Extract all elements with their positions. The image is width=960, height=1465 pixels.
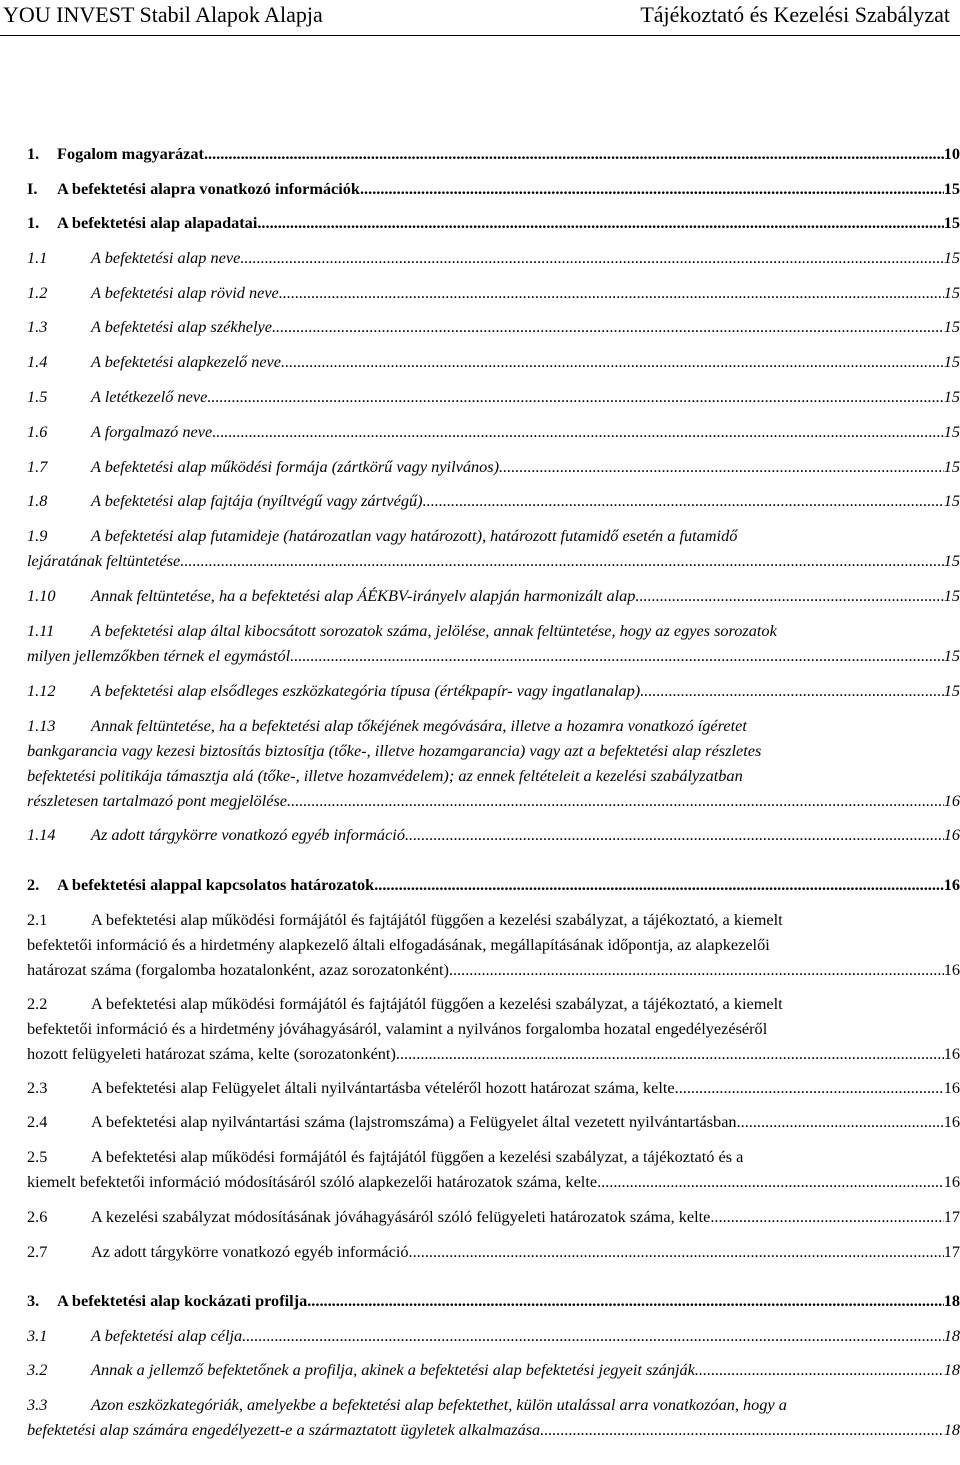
toc-entry-title: kiemelt befektetői információ módosításáról szóló alapkezelői határozatok száma, kelte <box>27 1172 598 1191</box>
dot-leader <box>737 1109 944 1134</box>
toc-entry-number: 1.3 <box>27 317 48 336</box>
toc-entry-number: 3.3 <box>27 1395 48 1414</box>
dot-leader <box>396 1041 944 1066</box>
toc-entry-number: 2.2 <box>27 994 48 1013</box>
toc-entry-text-line: A befektetési alap működési formájától és fajtájától függően a kezelési szabályzat, a tájékoztató, a kiemelt <box>91 910 783 929</box>
dot-leader <box>207 384 943 409</box>
dot-leader <box>695 1357 944 1382</box>
toc-entry-title: A befektetési alap elsődleges eszközkategória típusa (értékpapír- vagy ingatlanalap) <box>91 681 641 700</box>
toc-entry-number: 2.5 <box>27 1147 48 1166</box>
toc-entry-title: A befektetési alap fajtája (nyíltvégű vagy zártvégű) <box>91 491 423 510</box>
toc-entry-page-number: 17 <box>943 1207 960 1226</box>
dot-leader <box>281 349 944 374</box>
toc-entry-page-number: 15 <box>943 283 960 302</box>
toc-entry[interactable] <box>27 176 960 201</box>
toc-entry[interactable] <box>27 384 960 409</box>
toc-entry[interactable] <box>27 1144 960 1194</box>
toc-entry-title: A befektetési alap nyilvántartási száma (lajstromszáma) a Felügyelet által vezetett nyilvántartásban <box>91 1112 737 1131</box>
toc-entry-title: A befektetési alap székhelye <box>91 317 272 336</box>
toc-entry[interactable] <box>27 583 960 608</box>
toc-entry-title: A befektetési alap működési formája (zártkörű vagy nyilvános) <box>91 457 500 476</box>
toc-entry-page-number: 15 <box>943 352 960 371</box>
toc-entry-title: Annak feltüntetése, ha a befektetési alap ÁÉKBV-irányelv alapján harmonizált alap. <box>91 586 640 605</box>
toc-entry-page-number: 16 <box>943 960 960 979</box>
toc-entry-text-line: befektetői információ és a hirdetmény jóváhagyásáról, valamint a nyilvános forgalomba hozatal engedélyezéséről <box>27 1019 768 1038</box>
toc-entry-title: befektetési alap számára engedélyezett-e a származtatott ügyletek alkalmazása <box>27 1420 541 1439</box>
toc-entry-title: Az adott tárgykörre vonatkozó egyéb információ <box>91 1242 409 1261</box>
dot-leader <box>409 1239 944 1264</box>
toc-entry[interactable] <box>27 872 960 897</box>
toc-entry-title: lejáratának feltüntetése <box>27 551 181 570</box>
toc-entry-text-line: befektetési politikája támasztja alá (tőke-, illetve hozamvédelem); az ennek feltételeit a kezelési szabályzatban <box>27 766 743 785</box>
toc-entry[interactable] <box>27 245 960 270</box>
toc-entry-number: 1.14 <box>27 825 56 844</box>
toc-entry[interactable] <box>27 1392 960 1442</box>
toc-entry-page-number: 16 <box>943 875 960 894</box>
dot-leader <box>257 210 943 235</box>
toc-entry[interactable] <box>27 678 960 703</box>
dot-leader <box>449 957 944 982</box>
toc-entry-text-line: A befektetési alap által kibocsátott sorozatok száma, jelölése, annak feltüntetése, hogy az egyes sorozatok <box>91 621 777 640</box>
page-header <box>0 0 960 36</box>
toc-entry-title: A befektetési alap Felügyelet általi nyilvántartásba vételéről hozott határozat száma, kelte <box>91 1078 675 1097</box>
toc-entry-title: A forgalmazó neve <box>91 422 213 441</box>
toc-entry-title: A befektetési alap kockázati profilja <box>57 1291 308 1310</box>
toc-entry[interactable] <box>27 1323 960 1348</box>
dot-leader <box>405 822 944 847</box>
toc-entry-page-number: 18 <box>943 1360 960 1379</box>
toc-entry[interactable] <box>27 713 960 813</box>
toc-entry-title: Annak a jellemző befektetőnek a profilja, akinek a befektetési alap befektetési jegyeit szánják <box>91 1360 695 1379</box>
toc-entry-number: 2.4 <box>27 1112 48 1131</box>
toc-entry-title: A befektetési alap rövid neve <box>91 283 279 302</box>
toc-entry-page-number: 15 <box>943 248 960 267</box>
toc-entry-page-number: 15 <box>943 179 960 198</box>
toc-entry-title: A letétkezelő neve <box>91 387 208 406</box>
toc-entry-number: I. <box>27 179 38 198</box>
dot-leader <box>639 583 943 608</box>
toc-entry[interactable] <box>27 523 960 573</box>
toc-entry-number: 1.9 <box>27 526 48 545</box>
dot-leader <box>499 454 944 479</box>
toc-entry[interactable] <box>27 1075 960 1100</box>
toc-entry-number: 1.6 <box>27 422 48 441</box>
toc-entry-page-number: 15 <box>943 586 960 605</box>
toc-entry-title: A befektetési alap neve <box>91 248 241 267</box>
toc-entry-number: 1.12 <box>27 681 56 700</box>
toc-entry-text-line: bankgarancia vagy kezesi biztosítás biztosítja (tőke-, illetve hozamgarancia) vagy azt a befektetési alap részletes <box>27 741 762 760</box>
toc-entry-number: 1.10 <box>27 586 56 605</box>
toc-entry-text-line: Annak feltüntetése, ha a befektetési alap tőkéjének megóvására, illetve a hozamra vonatkozó ígéretet <box>91 716 747 735</box>
toc-entry-page-number: 15 <box>943 551 960 570</box>
toc-entry[interactable] <box>27 1204 960 1229</box>
toc-entry-number: 3.2 <box>27 1360 48 1379</box>
toc-entry-page-number: 17 <box>943 1242 960 1261</box>
toc-entry[interactable] <box>27 419 960 444</box>
toc-entry[interactable] <box>27 991 960 1066</box>
toc-entry-title: A befektetési alappal kapcsolatos határozatok <box>57 875 375 894</box>
dot-leader <box>675 1075 944 1100</box>
toc-entry-number: 1.4 <box>27 352 48 371</box>
toc-entry-text-line: Azon eszközkategóriák, amelyekbe a befektetési alap befektethet, külön utalással arra vonatkozóan, hogy a <box>91 1395 787 1414</box>
toc-entry-page-number: 15 <box>943 387 960 406</box>
toc-entry[interactable] <box>27 488 960 513</box>
toc-entry-title: hozott felügyeleti határozat száma, kelte (sorozatonként) <box>27 1044 396 1063</box>
toc-entry-page-number: 15 <box>943 317 960 336</box>
toc-entry-page-number: 15 <box>943 213 960 232</box>
dot-leader <box>180 548 943 573</box>
toc-entry[interactable] <box>27 822 960 847</box>
toc-entry[interactable] <box>27 907 960 982</box>
toc-entry-page-number: 15 <box>943 646 960 665</box>
dot-leader <box>597 1169 944 1194</box>
dot-leader <box>423 488 944 513</box>
toc-entry-text-line: A befektetési alap működési formájától és fajtájától függően a kezelési szabályzat, a tájékoztató és a <box>91 1147 744 1166</box>
toc-entry-page-number: 15 <box>943 681 960 700</box>
toc-entry-number: 1.8 <box>27 491 48 510</box>
toc-entry-title: A befektetési alapra vonatkozó információk <box>57 179 360 198</box>
dot-leader <box>212 419 944 444</box>
dot-leader <box>540 1417 944 1442</box>
dot-leader <box>290 643 944 668</box>
toc-entry-page-number: 16 <box>943 1172 960 1191</box>
toc-entry-number: 3.1 <box>27 1326 48 1345</box>
toc-entry[interactable] <box>27 314 960 339</box>
toc-entry[interactable] <box>27 1357 960 1382</box>
toc-entry-number: 1.5 <box>27 387 48 406</box>
dot-leader <box>640 678 944 703</box>
toc-entry-title: részletesen tartalmazó pont megjelölése <box>27 791 288 810</box>
toc-entry-number: 3. <box>27 1291 40 1310</box>
toc-entry[interactable] <box>27 141 960 166</box>
toc-entry[interactable] <box>27 618 960 668</box>
toc-entry[interactable] <box>27 1239 960 1264</box>
toc-entry-page-number: 16 <box>943 1078 960 1097</box>
toc-entry[interactable] <box>27 1109 960 1134</box>
toc-entry-text-line: A befektetési alap futamideje (határozatlan vagy határozott), határozott futamidő esetén a futamidő <box>91 526 738 545</box>
toc-entry-number: 1.7 <box>27 457 48 476</box>
toc-entry-title: A befektetési alapkezelő neve <box>91 352 282 371</box>
toc-entry-page-number: 15 <box>943 491 960 510</box>
dot-leader <box>710 1204 943 1229</box>
toc-entry-number: 1.1 <box>27 248 48 267</box>
toc-entry-number: 2.7 <box>27 1242 48 1261</box>
toc-entry-page-number: 18 <box>943 1420 960 1439</box>
toc-entry-page-number: 16 <box>943 825 960 844</box>
toc-entry-number: 2.6 <box>27 1207 48 1226</box>
toc-entry-page-number: 18 <box>943 1326 960 1345</box>
toc-entry-title: A befektetési alap célja <box>91 1326 243 1345</box>
toc-entry-number: 1. <box>27 213 40 232</box>
dot-leader <box>287 788 944 813</box>
toc-entry-page-number: 16 <box>943 1112 960 1131</box>
toc-entry-title: milyen jellemzőkben térnek el egymástól <box>27 646 291 665</box>
dot-leader <box>360 176 944 201</box>
toc-entry-number: 2.1 <box>27 910 48 929</box>
toc-entry-title: A kezelési szabályzat módosításának jóváhagyásáról szóló felügyeleti határozatok száma, kelte <box>91 1207 711 1226</box>
dot-leader <box>240 245 943 270</box>
dot-leader <box>374 872 944 897</box>
toc-entry[interactable] <box>27 454 960 479</box>
header-document-title: Tájékoztató és Kezelési Szabályzat <box>640 2 950 27</box>
toc-entry-page-number: 18 <box>943 1291 960 1310</box>
dot-leader <box>307 1288 943 1313</box>
toc-entry[interactable] <box>27 210 960 235</box>
dot-leader <box>279 280 944 305</box>
toc-entry-number: 2. <box>27 875 40 894</box>
toc-entry-title: Az adott tárgykörre vonatkozó egyéb információ <box>91 825 405 844</box>
toc-entry-number: 1. <box>27 144 40 163</box>
toc-entry-page-number: 10 <box>943 144 960 163</box>
toc-entry-text-line: befektetői információ és a hirdetmény alapkezelő általi elfogadásának, megállapításának időpontja, az alapkezelői <box>27 935 770 954</box>
toc-entry-page-number: 15 <box>943 422 960 441</box>
toc-entry-page-number: 15 <box>943 457 960 476</box>
toc-entry-page-number: 16 <box>943 791 960 810</box>
toc-entry[interactable] <box>27 349 960 374</box>
toc-entry-number: 1.13 <box>27 716 56 735</box>
toc-entry[interactable] <box>27 280 960 305</box>
toc-entry-title: határozat száma (forgalomba hozatalonként, azaz sorozatonként) <box>27 960 449 979</box>
toc-entry-number: 1.2 <box>27 283 48 302</box>
toc-entry-text-line: A befektetési alap működési formájától és fajtájától függően a kezelési szabályzat, a tájékoztató, a kiemelt <box>91 994 783 1013</box>
dot-leader <box>272 314 944 339</box>
toc-entry-number: 2.3 <box>27 1078 48 1097</box>
toc-entry-page-number: 16 <box>943 1044 960 1063</box>
toc-entry[interactable] <box>27 1288 960 1313</box>
header-fund-name: YOU INVEST Stabil Alapok Alapja <box>3 2 323 27</box>
dot-leader <box>242 1323 944 1348</box>
toc-entry-title: A befektetési alap alapadatai <box>57 213 258 232</box>
toc-entry-title: Fogalom magyarázat <box>57 144 204 163</box>
toc-entry-number: 1.11 <box>27 621 55 640</box>
dot-leader <box>204 141 944 166</box>
